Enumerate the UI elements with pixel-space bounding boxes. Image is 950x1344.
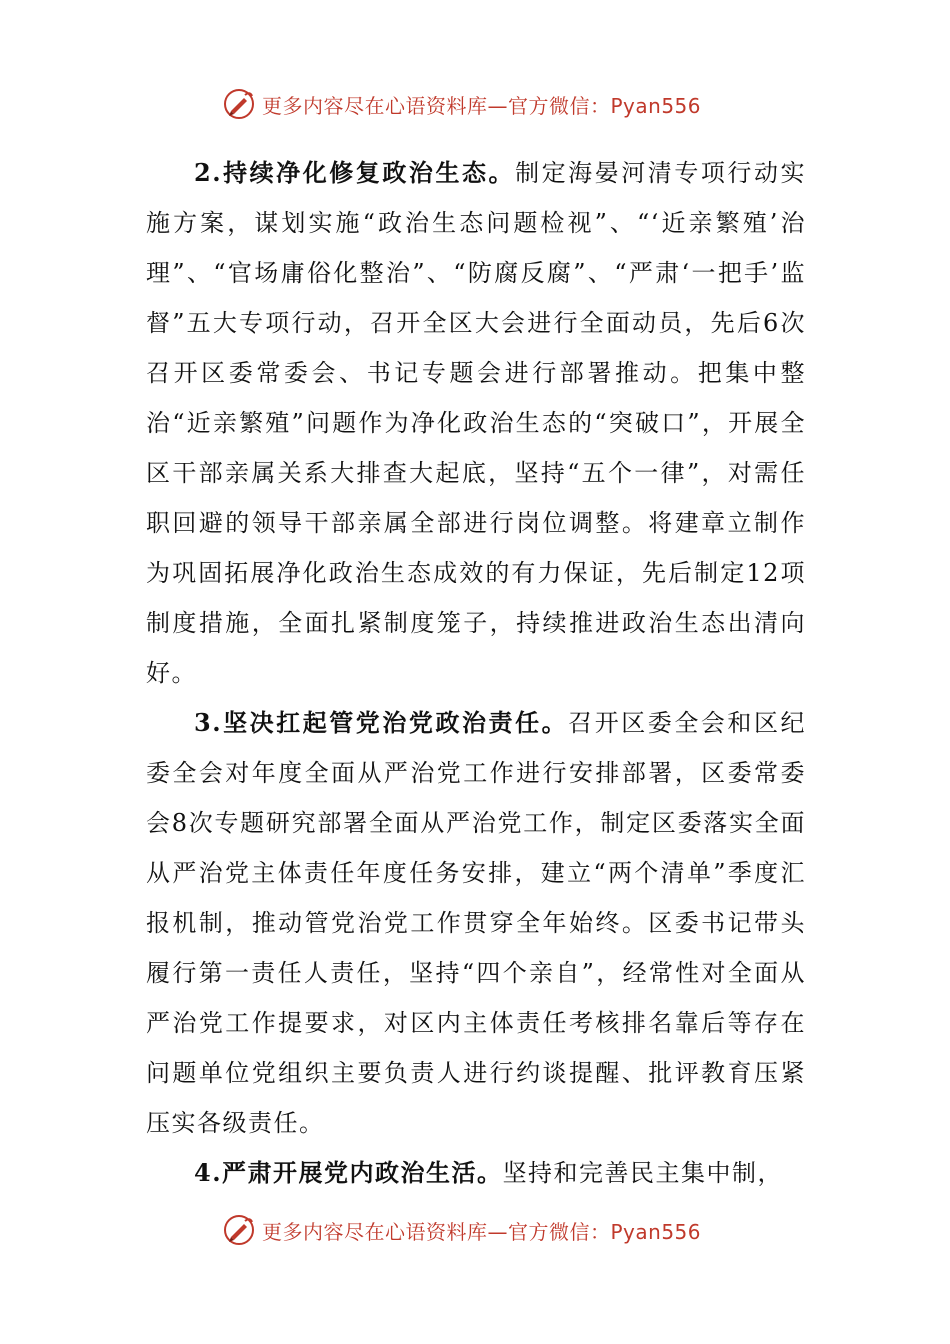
- paragraph-heading: 3.坚决扛起管党治党政治责任。: [194, 708, 569, 737]
- watermark-text: 更多内容尽在心语资料库—官方微信：Pyan556: [262, 93, 702, 118]
- paragraph-4: [146, 1148, 806, 1198]
- paragraph-3: [146, 698, 806, 1148]
- watermark-top: [222, 84, 742, 124]
- paragraph-text: 坚持和完善民主集中制，: [502, 1159, 784, 1187]
- watermark-bottom: [222, 1210, 742, 1250]
- watermark-text: 更多内容尽在心语资料库—官方微信：Pyan556: [262, 1219, 702, 1244]
- paragraph-text: 召开区委全会和区纪委全会对年度全面从严治党工作进行安排部署，区委常委会8次专题研究部署全面从严治党工作，制定区委落实全面从严治党主体责任年度任务安排，建立“两个清单”季度汇报机制，推动管党治党工作贯穿全年始终。区委书记带头履行第一责任人责任，坚持“四个亲自”，经常性对全面从严治党工作提要求，对区内主体责任考核排名靠后等存在问题单位党组织主要负责人进行约谈提醒、批评教育压紧压实各级责任。: [146, 709, 806, 1137]
- pen-logo-icon: [222, 87, 256, 121]
- paragraph-heading: 2.持续净化修复政治生态。: [194, 158, 516, 187]
- paragraph-heading: 4.严肃开展党内政治生活。: [194, 1158, 503, 1187]
- paragraph-text: 制定海晏河清专项行动实施方案，谋划实施“政治生态问题检视”、“‘近亲繁殖’治理”、“官场庸俗化整治”、“防腐反腐”、“严肃‘一把手’监督”五大专项行动，召开全区大会进行全面动员，先后6次召开区委常委会、书记专题会进行部署推动。把集中整治“近亲繁殖”问题作为净化政治生态的“突破口”，开展全区干部亲属关系大排查大起底，坚持“五个一律”，对需任职回避的领导干部亲属全部进行岗位调整。将建章立制作为巩固拓展净化政治生态成效的有力保证，先后制定12项制度措施，全面扎紧制度笼子，持续推进政治生态出清向好。: [146, 159, 807, 687]
- pen-logo-icon: [222, 1213, 256, 1247]
- paragraph-2: [146, 148, 806, 698]
- document-body: [146, 148, 806, 1198]
